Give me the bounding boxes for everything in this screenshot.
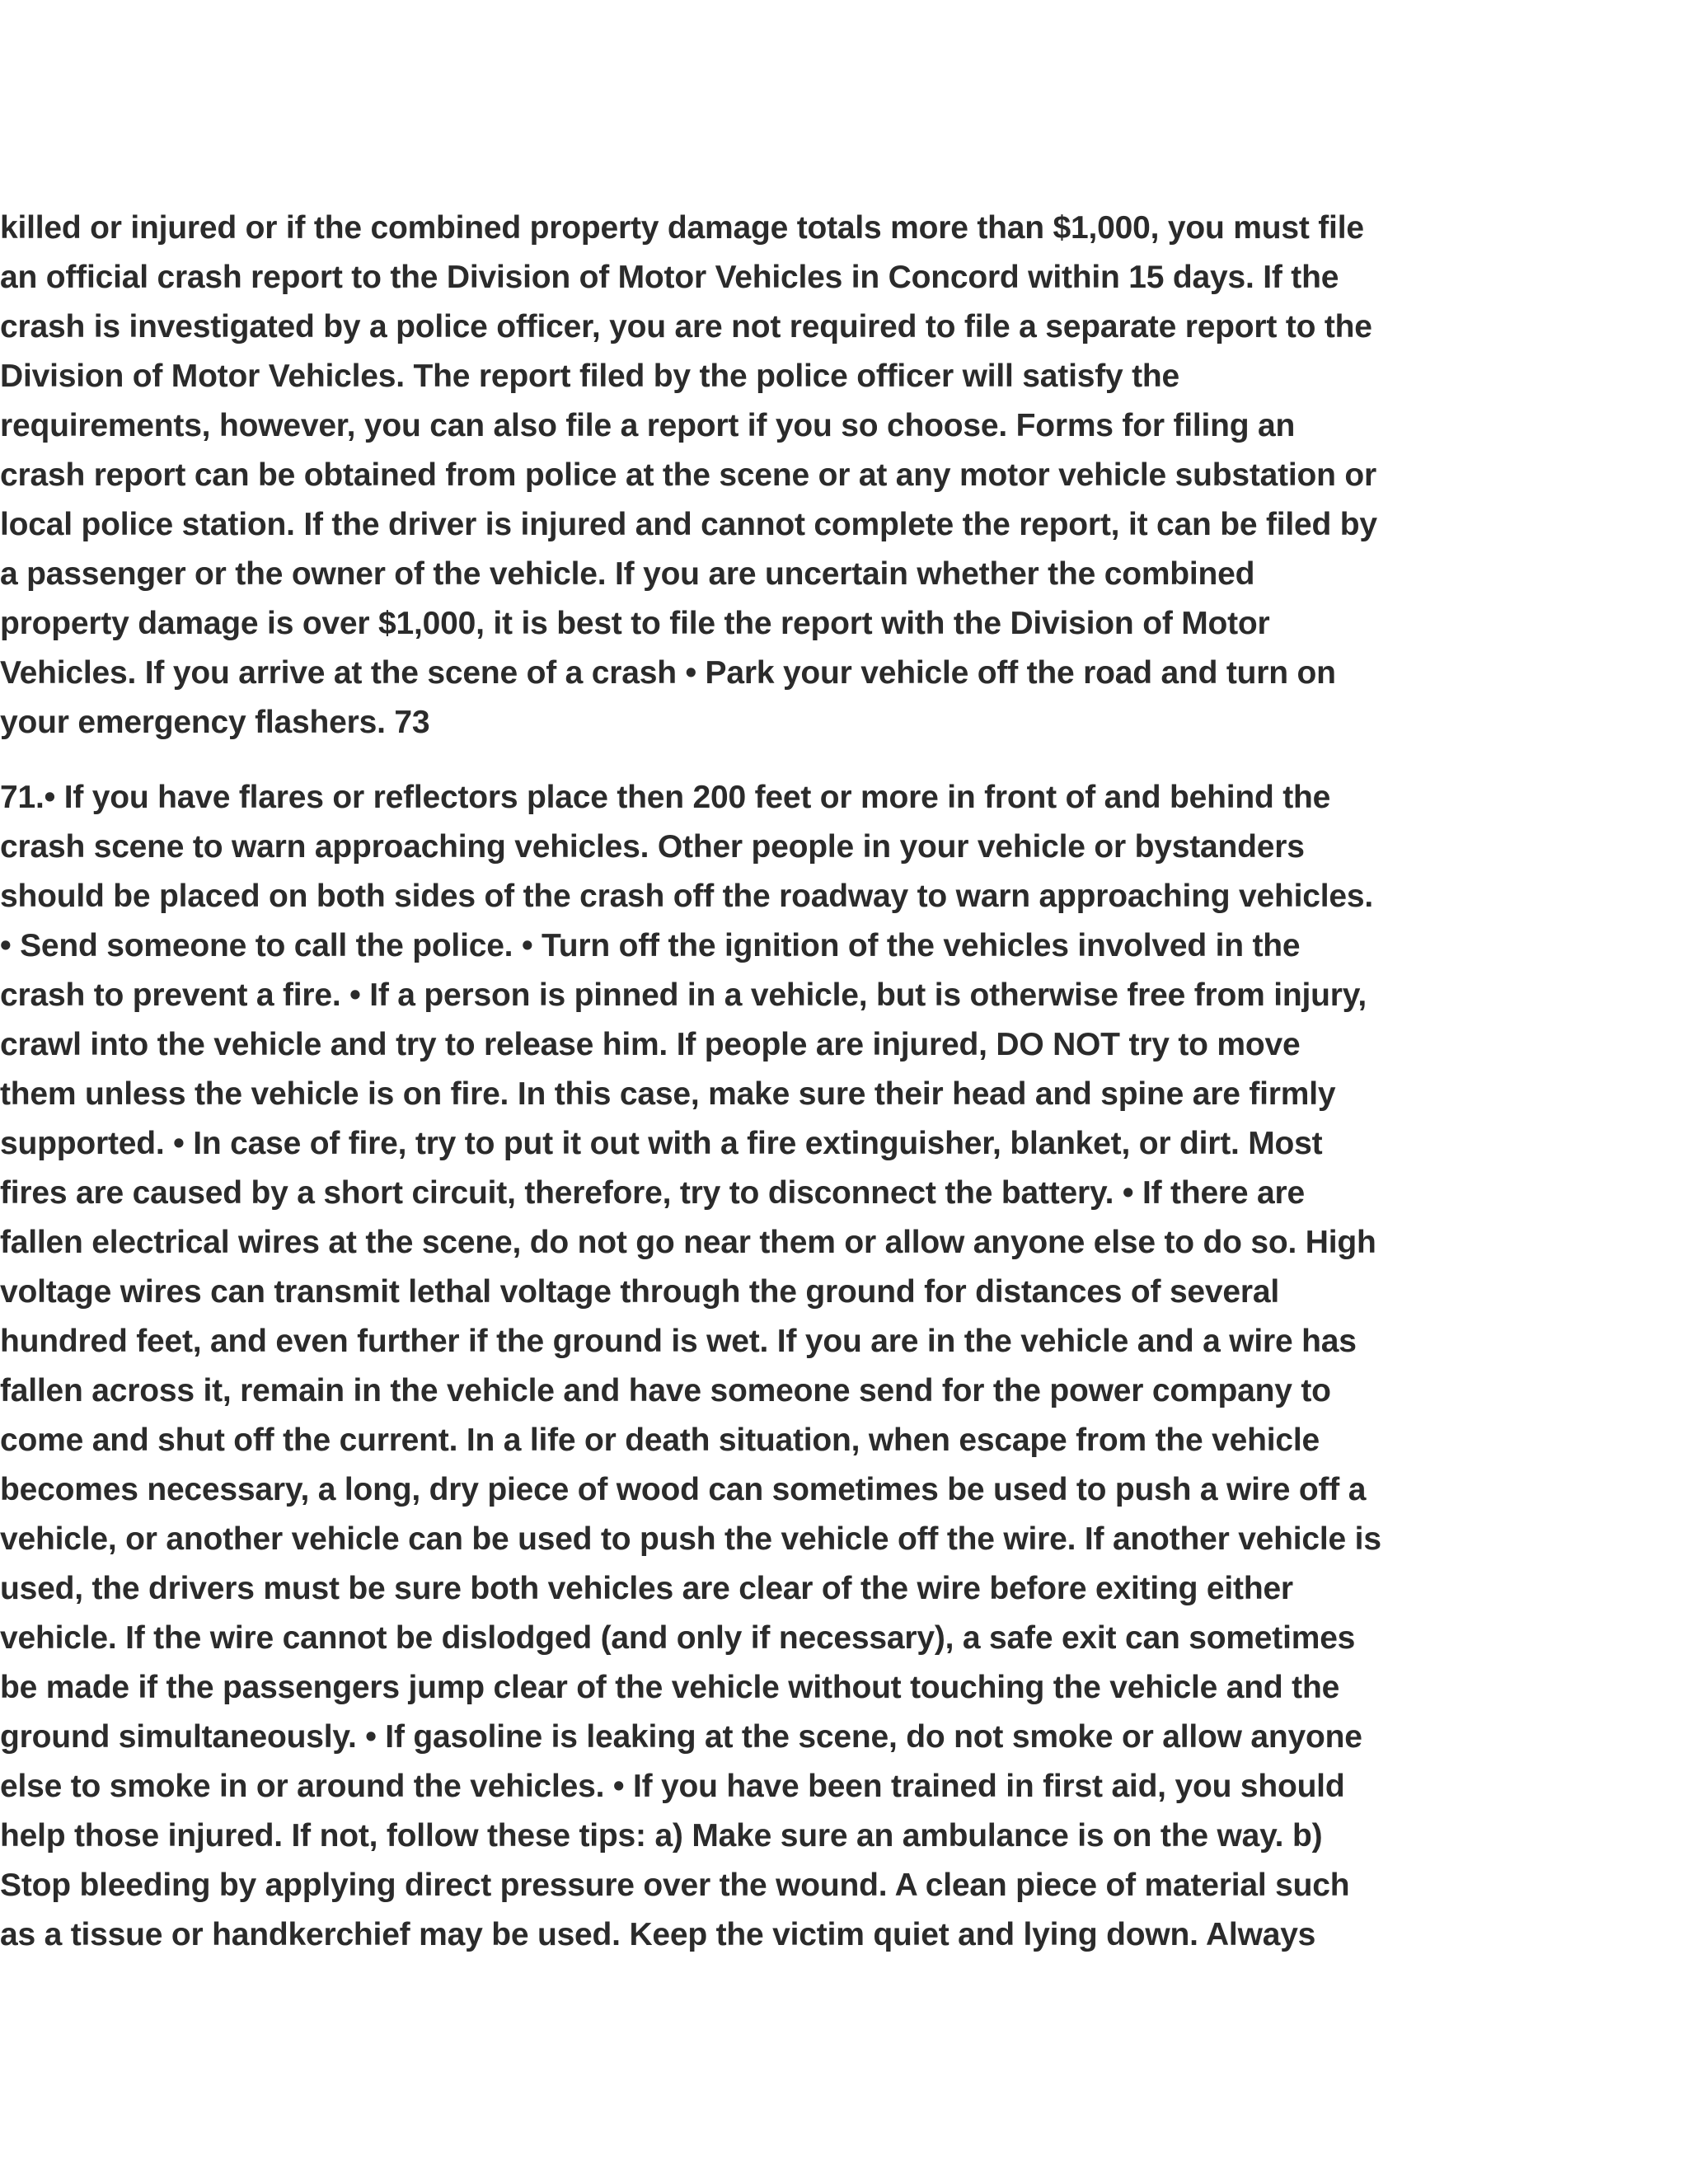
text-line: requirements, however, you can also file a report if you so choose. Forms for filing an bbox=[0, 408, 1296, 443]
text-line: local police station. If the driver is injured and cannot complete the report, it can be filed by bbox=[0, 507, 1377, 542]
text-line: Division of Motor Vehicles. The report filed by the police officer will satisfy the bbox=[0, 359, 1180, 394]
text-line: voltage wires can transmit lethal voltage through the ground for distances of several bbox=[0, 1274, 1280, 1310]
text-line: vehicle. If the wire cannot be dislodged (and only if necessary), a safe exit can sometimes bbox=[0, 1620, 1356, 1656]
text-line: fallen electrical wires at the scene, do not go near them or allow anyone else to do so. High bbox=[0, 1225, 1376, 1260]
text-line: becomes necessary, a long, dry piece of wood can sometimes be used to push a wire off a bbox=[0, 1472, 1367, 1507]
text-line: an official crash report to the Division of Motor Vehicles in Concord within 15 days. If the bbox=[0, 260, 1339, 295]
text-line: Vehicles. If you arrive at the scene of a crash • Park your vehicle off the road and turn on bbox=[0, 655, 1336, 691]
text-line: crash report can be obtained from police at the scene or at any motor vehicle substation or bbox=[0, 457, 1377, 493]
text-line: hundred feet, and even further if the ground is wet. If you are in the vehicle and a wire has bbox=[0, 1324, 1357, 1359]
text-line: them unless the vehicle is on fire. In this case, make sure their head and spine are firmly bbox=[0, 1076, 1336, 1112]
text-line: your emergency flashers. 73 bbox=[0, 705, 430, 740]
text-line: come and shut off the current. In a life or death situation, when escape from the vehicle bbox=[0, 1422, 1320, 1458]
text-line: supported. • In case of fire, try to put it out with a fire extinguisher, blanket, or dirt. Most bbox=[0, 1126, 1323, 1161]
text-line: vehicle, or another vehicle can be used to push the vehicle off the wire. If another vehicle is bbox=[0, 1521, 1381, 1557]
paragraph-crash-scene-safety bbox=[0, 773, 1451, 1960]
text-line: as a tissue or handkerchief may be used. Keep the victim quiet and lying down. Always bbox=[0, 1917, 1316, 1952]
text-line: 71.• If you have flares or reflectors place then 200 feet or more in front of and behind the bbox=[0, 780, 1331, 815]
text-line: • Send someone to call the police. • Turn off the ignition of the vehicles involved in the bbox=[0, 928, 1301, 963]
text-line: property damage is over $1,000, it is best to file the report with the Division of Motor bbox=[0, 606, 1270, 641]
text-line: crawl into the vehicle and try to release him. If people are injured, DO NOT try to move bbox=[0, 1027, 1301, 1062]
text-line: fallen across it, remain in the vehicle and have someone send for the power company to bbox=[0, 1373, 1331, 1408]
text-line: help those injured. If not, follow these tips: a) Make sure an ambulance is on the way. b) bbox=[0, 1818, 1323, 1854]
text-line: a passenger or the owner of the vehicle. If you are uncertain whether the combined bbox=[0, 556, 1255, 592]
text-line: be made if the passengers jump clear of the vehicle without touching the vehicle and the bbox=[0, 1670, 1340, 1705]
text-line: should be placed on both sides of the crash off the roadway to warn approaching vehicles. bbox=[0, 879, 1373, 914]
text-line: else to smoke in or around the vehicles. • If you have been trained in first aid, you should bbox=[0, 1769, 1345, 1804]
text-line: fires are caused by a short circuit, therefore, try to disconnect the battery. • If there are bbox=[0, 1175, 1305, 1211]
text-line: killed or injured or if the combined property damage totals more than $1,000, you must file bbox=[0, 210, 1364, 246]
text-line: crash to prevent a fire. • If a person is pinned in a vehicle, but is otherwise free from injury, bbox=[0, 977, 1367, 1013]
text-line: crash is investigated by a police officer, you are not required to file a separate report to the bbox=[0, 309, 1372, 344]
text-line: Stop bleeding by applying direct pressure over the wound. A clean piece of material such bbox=[0, 1868, 1350, 1903]
text-line: crash scene to warn approaching vehicles. Other people in your vehicle or bystanders bbox=[0, 829, 1305, 865]
text-line: ground simultaneously. • If gasoline is leaking at the scene, do not smoke or allow anyone bbox=[0, 1719, 1362, 1755]
text-line: used, the drivers must be sure both vehicles are clear of the wire before exiting either bbox=[0, 1571, 1293, 1606]
paragraph-crash-report bbox=[0, 204, 1451, 748]
